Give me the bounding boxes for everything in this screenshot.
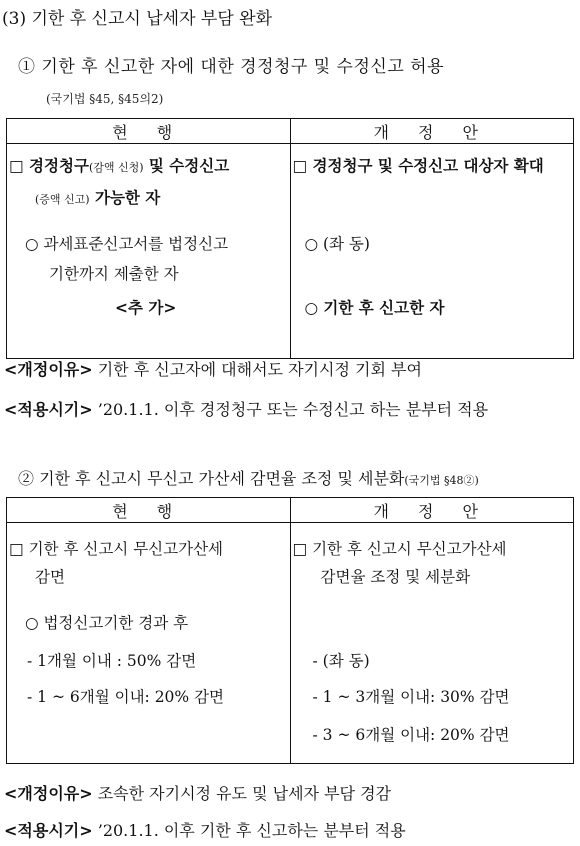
section-heading: (3) 기한 후 신고시 납세자 부담 완화: [2, 9, 272, 29]
section2-title-row: ② 기한 후 신고시 무신고 가산세 감면율 조정 및 세분화(국기법 §48②): [18, 469, 479, 488]
current-line-4: 기한까지 제출한 자: [49, 265, 179, 283]
revised-line-3: - (좌 동): [312, 652, 370, 670]
header-revised: 개 정 안: [290, 498, 574, 523]
current-line-1: □ 기한 후 신고시 무신고가산세: [9, 540, 224, 558]
section1-law-reference: (국기법 §45, §45의2): [46, 92, 164, 106]
section1-title: ① 기한 후 신고한 자에 대한 경정청구 및 수정신고 허용: [18, 57, 444, 77]
current-cell: [7, 523, 291, 764]
current-line-5: <추 가>: [115, 298, 177, 317]
current-line-4: - 1개월 이내 : 50% 감면: [27, 652, 197, 670]
header-revised: 개 정 안: [290, 119, 574, 144]
current-line-1: □ 경정청구(감액 신청) 및 수정신고: [9, 156, 230, 175]
revised-cell: [290, 144, 574, 359]
revised-line-2: 감면율 조정 및 세분화: [320, 568, 471, 586]
revised-line-5: - 3 ~ 6개월 이내: 20% 감면: [312, 726, 510, 744]
revised-line-2: ○ (좌 동): [304, 235, 370, 253]
revised-line-4: - 1 ~ 3개월 이내: 30% 감면: [312, 688, 510, 706]
section1-comparison-table: [6, 118, 574, 359]
section1-reason: <개정이유> 기한 후 신고자에 대해서도 자기시정 기회 부여: [4, 360, 422, 379]
header-current: 현 행: [7, 119, 291, 144]
current-cell: [7, 144, 291, 359]
section2-comparison-table: [6, 497, 574, 764]
current-line-3: ○ 법정신고기한 경과 후: [25, 614, 189, 632]
section2-apply-date: <적용시기> ’20.1.1. 이후 기한 후 신고하는 분부터 적용: [4, 821, 406, 840]
current-line-2: 감면: [35, 568, 65, 586]
section2-reason: <개정이유> 조속한 자기시정 유도 및 납세자 부담 경감: [4, 784, 391, 803]
revised-cell: [290, 523, 574, 764]
section1-apply-date: <적용시기> ’20.1.1. 이후 경정청구 또는 수정신고 하는 분부터 적용: [4, 400, 489, 419]
header-current: 현 행: [7, 498, 291, 523]
current-line-2: (증액 신고) 가능한 자: [35, 188, 161, 207]
revised-line-3: ○ 기한 후 신고한 자: [304, 298, 445, 317]
revised-line-1: □ 기한 후 신고시 무신고가산세: [292, 540, 507, 558]
current-line-3: ○ 과세표준신고서를 법정신고: [25, 235, 229, 253]
revised-line-1: □ 경정청구 및 수정신고 대상자 확대: [292, 156, 544, 175]
current-line-5: - 1 ~ 6개월 이내: 20% 감면: [27, 688, 225, 706]
